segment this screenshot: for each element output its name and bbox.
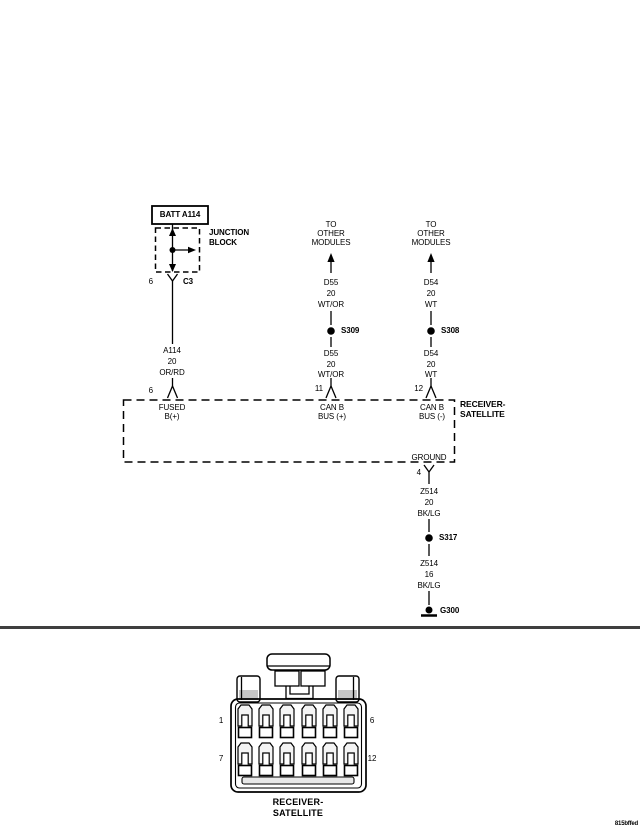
canb-minus-label-line1: CAN B <box>420 403 444 412</box>
splice-s308-label: S308 <box>441 326 460 335</box>
batt-feed-label: BATT A114 <box>159 210 201 219</box>
wire-d54-lower-circuit: D54 <box>423 349 439 358</box>
wire-z514-upper-gauge: 20 <box>424 498 434 507</box>
canb-plus-dest-line3: MODULES <box>311 238 351 247</box>
canb-minus-dest-line3: MODULES <box>411 238 451 247</box>
connector-face-drawing <box>231 654 366 792</box>
wire-a114-circuit: A114 <box>163 346 181 355</box>
connector-pin-1-label: 1 <box>218 716 224 725</box>
junction-block-label-line1: JUNCTION <box>209 228 250 237</box>
fused-b-label-line2: B(+) <box>164 412 180 421</box>
wire-d55-upper-circuit: D55 <box>323 278 339 287</box>
connector-bottom-rail <box>242 777 354 784</box>
connector-caption-line2: SATELLITE <box>272 808 324 818</box>
wire-z514-lower-circuit: Z514 <box>420 559 438 568</box>
diagram-id: 815bffed <box>614 821 638 827</box>
pin-12-number: 12 <box>414 384 423 393</box>
wire-d54-lower-gauge: 20 <box>426 360 436 369</box>
wire-z514-lower-gauge: 16 <box>424 570 434 579</box>
wire-d55-upper-color: WT/OR <box>317 300 345 309</box>
component-name-line1: RECEIVER- <box>460 399 506 409</box>
terminal-cavities-row-2 <box>239 766 358 776</box>
pin-11-number: 11 <box>314 384 323 393</box>
fused-b-label-line1: FUSED <box>158 403 186 412</box>
component-name-line2: SATELLITE <box>460 409 505 419</box>
canb-plus-label-line1: CAN B <box>320 403 344 412</box>
canb-plus-label-line2: BUS (+) <box>318 412 346 421</box>
canb-plus-dest-line2: OTHER <box>317 229 345 238</box>
connector-pin-6-label: 6 <box>369 716 375 725</box>
splice-s309-label: S309 <box>341 326 360 335</box>
connector-c3-symbol <box>168 274 178 288</box>
wire-z514-lower-color: BK/LG <box>417 581 441 590</box>
wire-d54-upper-gauge: 20 <box>426 289 436 298</box>
wire-d55-lower-circuit: D55 <box>323 349 339 358</box>
splice-s308-symbol <box>427 327 435 335</box>
wire-d55-upper-gauge: 20 <box>326 289 336 298</box>
wire-d55-lower-color: WT/OR <box>317 370 345 379</box>
connector-pin-12-label: 12 <box>367 754 377 763</box>
wire-d55-lower-gauge: 20 <box>326 360 336 369</box>
wire-a114-gauge: 20 <box>167 357 177 366</box>
c3-connector-label: C3 <box>183 277 194 286</box>
wire-d54-upper-circuit: D54 <box>423 278 439 287</box>
ground-g300-label: G300 <box>440 606 460 615</box>
terminal-row-1 <box>238 705 358 726</box>
connector-pin-7-label: 7 <box>218 754 224 763</box>
connector-caption-line1: RECEIVER- <box>272 797 324 807</box>
section-divider <box>0 626 640 629</box>
wire-d54-upper-color: WT <box>424 300 438 309</box>
wire-a114 <box>168 288 178 398</box>
terminal-row-2 <box>238 743 358 764</box>
wire-d54-lower-color: WT <box>424 370 438 379</box>
wire-z514-upper-color: BK/LG <box>417 509 441 518</box>
canb-plus-dest-line1: TO <box>325 220 337 229</box>
wire-z514-upper-circuit: Z514 <box>420 487 438 496</box>
ground-g300-symbol <box>426 607 433 614</box>
canb-minus-label-line2: BUS (-) <box>419 412 445 421</box>
canb-minus-dest-line1: TO <box>425 220 437 229</box>
terminal-cavities-row-1 <box>239 728 358 738</box>
junction-block-label-line2: BLOCK <box>209 238 237 247</box>
splice-s309-symbol <box>327 327 335 335</box>
splice-s317-label: S317 <box>439 533 458 542</box>
canb-minus-dest-line2: OTHER <box>417 229 445 238</box>
splice-s317-symbol <box>425 534 433 542</box>
pin-4-number: 4 <box>416 468 421 477</box>
ground-function-label: GROUND <box>411 453 447 462</box>
connector-latch <box>267 654 330 670</box>
c3-pin-number: 6 <box>148 277 153 286</box>
pin-6-number: 6 <box>148 386 153 395</box>
wire-a114-color: OR/RD <box>159 368 185 377</box>
